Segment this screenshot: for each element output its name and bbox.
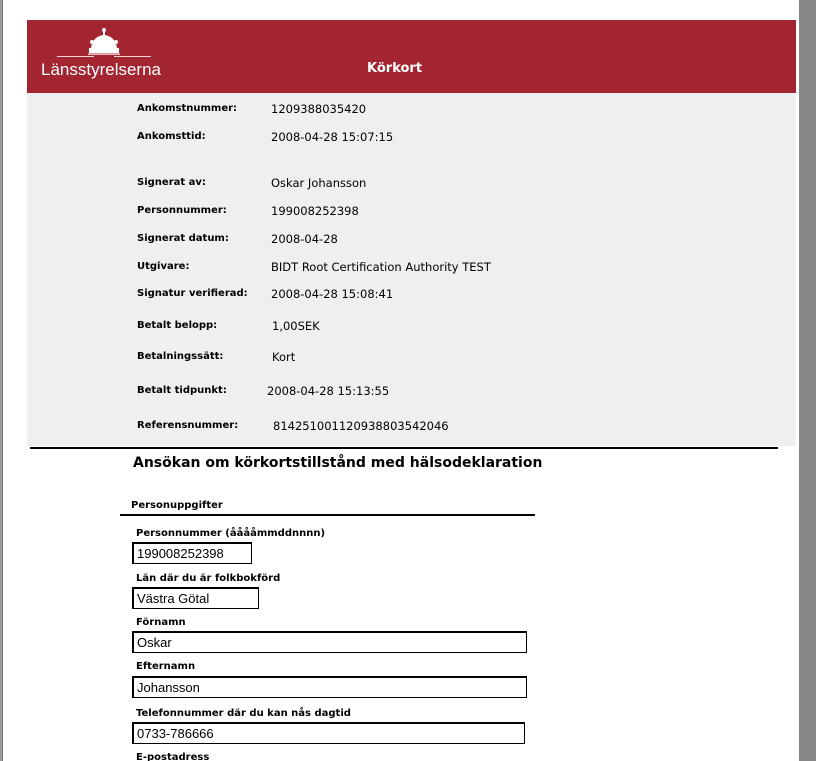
field-label: Efternamn (136, 661, 196, 672)
receipt-label: Referensnummer: (137, 420, 239, 431)
document-page (2, 0, 799, 761)
field-label: Län där du är folkbokförd (136, 573, 281, 584)
receipt-label: Signerat datum: (137, 233, 229, 244)
county-field[interactable]: Västra Götal (132, 587, 259, 609)
receipt-value: 1209388035420 (271, 102, 367, 116)
receipt-value: 2008-04-28 15:08:41 (271, 287, 394, 301)
divider (30, 447, 778, 449)
receipt-label: Betalt belopp: (137, 320, 218, 331)
phone-field[interactable]: 0733-786666 (132, 722, 525, 744)
receipt-value: 81425100112093880354204​6 (273, 419, 449, 433)
receipt-value: 2008-04-28 15:07:15 (271, 130, 394, 144)
receipt-label: Betalningssätt: (137, 351, 224, 362)
receipt-value: Kort (272, 350, 296, 364)
personnummer-field[interactable]: 199008252398 (132, 542, 252, 564)
field-label: Telefonnummer där du kan nås dagtid (136, 708, 351, 719)
field-label: E-postadress (136, 752, 210, 761)
receipt-label: Betalt tidpunkt: (137, 385, 227, 396)
receipt-value: 2008-04-28 15:13:55 (267, 384, 390, 398)
receipt-value: Oskar Johansson (271, 176, 367, 190)
receipt-value: 199008252398 (271, 204, 359, 218)
field-label: Förnamn (136, 617, 186, 628)
field-label: Personnummer (ååååmmddnnnn) (136, 528, 326, 539)
receipt-label: Personnummer: (137, 205, 227, 216)
header-banner (27, 20, 796, 93)
receipt-label: Signerat av: (137, 177, 206, 188)
receipt-value: 2008-04-28 (271, 232, 338, 246)
banner-title: Körkort (367, 61, 423, 76)
receipt-label: Ankomsttid: (137, 131, 206, 142)
receipt-label: Utgivare: (137, 261, 190, 272)
form-title: Ansökan om körkortstillstånd med hälsodeklaration (133, 455, 543, 471)
section-label: Personuppgifter (131, 500, 223, 511)
first-name-field[interactable]: Oskar (132, 631, 527, 653)
org-name: Länsstyrelserna (41, 60, 162, 79)
receipt-label: Signatur verifierad: (137, 288, 248, 299)
last-name-field[interactable]: Johansson (132, 676, 527, 698)
receipt-value: BIDT Root Certification Authority TEST (271, 260, 491, 274)
receipt-label: Ankomstnummer: (137, 103, 238, 114)
viewer-scrollbar[interactable] (798, 0, 816, 761)
receipt-panel (27, 93, 796, 446)
section-divider (120, 514, 535, 516)
receipt-value: 1,00SEK (272, 319, 320, 333)
